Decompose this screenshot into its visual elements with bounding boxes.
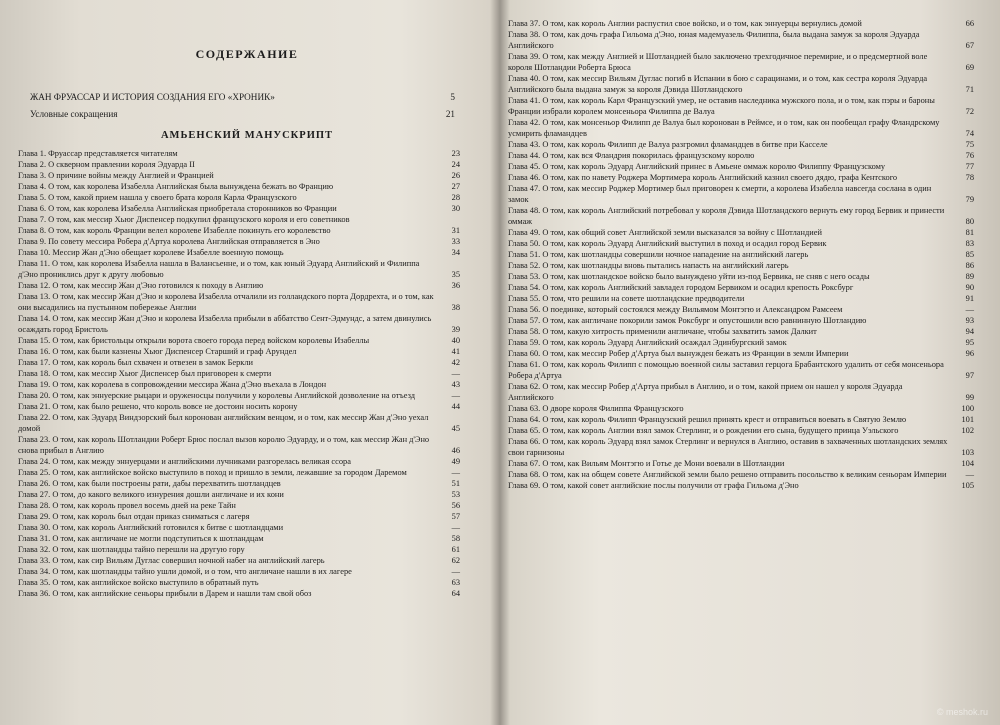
front-matter-text: ЖАН ФРУАССАР И ИСТОРИЯ СОЗДАНИЯ ЕГО «ХРОНИК» <box>30 92 275 102</box>
toc-list-left <box>18 148 460 599</box>
toc-entry-page: 28 <box>451 193 460 202</box>
toc-entry-title: Глава 53. О том, как шотландское войско было вынуждено уйти из-под Бервика, не сняв с него осады <box>508 272 870 281</box>
toc-entry-page: 41 <box>451 347 460 356</box>
toc-entry-title: Глава 19. О том, как королева в сопровождении мессира Жана д'Эно въехала в Лондон <box>18 380 327 389</box>
toc-entry-page: 74 <box>965 129 974 138</box>
front-matter <box>30 91 455 121</box>
toc-entry-page: 49 <box>451 457 460 466</box>
toc-entry <box>508 403 974 414</box>
toc-entry-page: 101 <box>961 415 974 424</box>
toc-entry <box>508 18 974 29</box>
toc-entry-page: 81 <box>965 228 974 237</box>
toc-entry-page: — <box>451 391 460 400</box>
toc-entry <box>18 346 460 357</box>
toc-entry-title: Глава 30. О том, как король Английский готовился к битве с шотландцами <box>18 523 284 532</box>
toc-entry-page: 97 <box>965 371 974 380</box>
toc-entry-page: 93 <box>965 316 974 325</box>
toc-entry <box>508 238 974 249</box>
toc-entry <box>508 359 974 381</box>
toc-entry-page: 40 <box>451 336 460 345</box>
toc-entry-page: 96 <box>965 349 974 358</box>
right-page <box>506 0 1000 725</box>
toc-entry-page: 61 <box>451 545 460 554</box>
toc-entry <box>18 412 460 434</box>
toc-entry-title: Глава 46. О том, как по навету Роджера Мортимера король Английский казнил своего дядю, графа Кентского <box>508 173 898 182</box>
toc-entry-page: 63 <box>451 578 460 587</box>
toc-entry-title: Глава 10. Мессир Жан д'Эно обещает королеве Изабелле военную помощь <box>18 248 284 257</box>
toc-entry-title: Глава 20. О том, как эннуерские рыцари и оруженосцы получили у королевы Английской дозволение на отъезд <box>18 391 415 400</box>
toc-entry-title: Глава 11. О том, как королева Изабелла нашла в Валансьенне, и о том, как юный Эдуард Английский и Филиппа д'Эно прониклись друг к другу любовью <box>18 259 420 279</box>
toc-entry-title: Глава 14. О том, как мессир Жан д'Эно и королева Изабелла прибыли в аббатство Сент-Эдмундс, а затем двинулись осаждать город Бристоль <box>18 314 432 334</box>
toc-entry <box>18 379 460 390</box>
section-heading: АМЬЕНСКИЙ МАНУСКРИПТ <box>160 130 334 141</box>
toc-entry-title: Глава 38. О том, как дочь графа Гильома д'Эно, юная мадемуазель Филиппа, была выдана замуж за короля Эдуарда Английского <box>508 30 920 50</box>
toc-entry-page: 24 <box>451 160 460 169</box>
toc-entry-page: 44 <box>451 402 460 411</box>
toc-entry <box>508 282 974 293</box>
toc-entry <box>18 335 460 346</box>
toc-entry <box>18 390 460 401</box>
toc-entry-page: 75 <box>965 140 974 149</box>
toc-entry <box>18 368 460 379</box>
toc-entry-title: Глава 64. О том, как король Филипп Французский решил принять крест и отправиться воевать в Святую Землю <box>508 415 907 424</box>
front-matter-page: 5 <box>450 92 455 102</box>
toc-entry-page: 56 <box>451 501 460 510</box>
toc-entry-title: Глава 4. О том, как королева Изабелла Английская была вынуждена бежать во Францию <box>18 182 334 191</box>
toc-entry-title: Глава 24. О том, как между эннуерцами и английскими лучниками разгорелась великая ссора <box>18 457 351 466</box>
toc-entry-title: Глава 25. О том, как английское войско выступило в поход и пришло в земли, лежавшие за городом Даремом <box>18 468 407 477</box>
toc-entry-title: Глава 52. О том, как шотландцы вновь пытались напасть на английский лагерь <box>508 261 789 270</box>
toc-entry-title: Глава 43. О том, как король Филипп де Валуа разгромил фламандцев в битве при Касселе <box>508 140 828 149</box>
toc-entry-title: Глава 17. О том, как король был схвачен и отвезен в замок Беркли <box>18 358 254 367</box>
toc-entry <box>508 139 974 150</box>
toc-entry-title: Глава 56. О поединке, который состоялся между Вильямом Монтэгю и Александром Рамсеем <box>508 305 843 314</box>
toc-entry-title: Глава 60. О том, как мессир Робер д'Артуа был вынужден бежать из Франции в земли Империи <box>508 349 849 358</box>
toc-entry-page: 91 <box>965 294 974 303</box>
toc-entry-page: — <box>965 305 974 314</box>
toc-entry <box>18 280 460 291</box>
toc-entry-page: 62 <box>451 556 460 565</box>
toc-entry <box>508 29 974 51</box>
toc-entry-page: 76 <box>965 151 974 160</box>
toc-entry <box>508 161 974 172</box>
toc-entry-title: Глава 28. О том, как король провел восемь дней на реке Тайн <box>18 501 236 510</box>
toc-entry <box>18 181 460 192</box>
toc-entry <box>18 159 460 170</box>
toc-entry-page: 83 <box>965 239 974 248</box>
toc-entry-page: 30 <box>451 204 460 213</box>
toc-entry-page: 34 <box>451 248 460 257</box>
toc-entry <box>18 148 460 159</box>
toc-entry-page: 80 <box>965 217 974 226</box>
watermark: © meshok.ru <box>936 707 988 717</box>
toc-entry-title: Глава 2. О скверном правлении короля Эдуарда II <box>18 160 195 169</box>
toc-entry-title: Глава 41. О том, как король Карл Французский умер, не оставив наследника мужского пола, и о том, как пэры и бароны Франции избрали королем монсеньора Филиппа де Валуа <box>508 96 935 116</box>
toc-entry-title: Глава 6. О том, как королева Изабелла Английская приобретала сторонников во Франции <box>18 204 337 213</box>
toc-entry-title: Глава 9. По совету мессира Робера д'Артуа королева Английская отправляется в Эно <box>18 237 320 246</box>
toc-entry-title: Глава 34. О том, как шотландцы тайно ушли домой, и о том, что англичане нашли в их лагере <box>18 567 352 576</box>
toc-entry-title: Глава 40. О том, как мессир Вильям Дуглас погиб в Испании в бою с сарацинами, и о том, как сестра короля Эдуарда Английского была выдана замуж за короля Дэвида Шотландского <box>508 74 928 94</box>
front-matter-item <box>30 108 455 121</box>
toc-entry <box>508 436 974 458</box>
toc-entry-title: Глава 50. О том, как король Эдуард Английский выступил в поход и осадил город Бервик <box>508 239 827 248</box>
toc-entry <box>18 434 460 456</box>
toc-entry-title: Глава 57. О том, как англичане покорили замок Роксбург и опустошили всю равнинную Шотландию <box>508 316 867 325</box>
toc-entry-title: Глава 21. О том, как было решено, что король вовсе не достоин носить корону <box>18 402 298 411</box>
toc-entry-title: Глава 12. О том, как мессир Жан д'Эно готовился к походу в Англию <box>18 281 264 290</box>
toc-entry <box>508 183 974 205</box>
toc-entry-page: 38 <box>451 303 460 312</box>
toc-entry-page: 64 <box>451 589 460 598</box>
toc-entry-title: Глава 65. О том, как король Англии взял замок Стерлинг, и о рождении его сына, будущего принца Уэльского <box>508 426 899 435</box>
toc-entry-page: 103 <box>961 448 974 457</box>
toc-entry-title: Глава 36. О том, как английские сеньоры прибыли в Дарем и нашли там свой обоз <box>18 589 312 598</box>
toc-entry-page: 78 <box>965 173 974 182</box>
toc-entry-title: Глава 33. О том, как сир Вильям Дуглас совершил ночной набег на английский лагерь <box>18 556 325 565</box>
toc-entry <box>18 566 460 577</box>
toc-entry-page: — <box>451 369 460 378</box>
toc-entry-page: 99 <box>965 393 974 402</box>
toc-entry-page: 35 <box>451 270 460 279</box>
toc-entry <box>508 315 974 326</box>
toc-entry <box>508 337 974 348</box>
toc-entry-page: 23 <box>451 149 460 158</box>
toc-entry-page: 95 <box>965 338 974 347</box>
toc-entry <box>508 51 974 73</box>
toc-entry-page: 100 <box>961 404 974 413</box>
toc-entry-title: Глава 55. О том, что решили на совете шотландские предводители <box>508 294 745 303</box>
toc-entry-page: 72 <box>965 107 974 116</box>
toc-entry-title: Глава 69. О том, какой совет английские послы получили от графа Гильома д'Эно <box>508 481 799 490</box>
toc-entry <box>18 357 460 368</box>
toc-entry-title: Глава 48. О том, как король Английский потребовал у короля Дэвида Шотландского вернуть ему город Бервик и принести оммаж <box>508 206 945 226</box>
toc-entry <box>508 326 974 337</box>
toc-entry-page: 46 <box>451 446 460 455</box>
toc-entry-title: Глава 51. О том, как шотландцы совершили ночное нападение на английский лагерь <box>508 250 809 259</box>
toc-entry-title: Глава 18. О том, как мессир Хьюг Диспенсер был приговорен к смерти <box>18 369 272 378</box>
front-matter-item <box>30 91 455 104</box>
toc-entry <box>18 500 460 511</box>
toc-entry-page: — <box>451 567 460 576</box>
toc-entry <box>18 203 460 214</box>
toc-entry <box>508 150 974 161</box>
toc-entry <box>508 348 974 359</box>
toc-entry <box>508 458 974 469</box>
toc-entry-title: Глава 3. О причине войны между Англией и Францией <box>18 171 214 180</box>
toc-entry <box>508 73 974 95</box>
toc-entry-title: Глава 47. О том, как мессир Роджер Мортимер был приговорен к смерти, а королева Изабелла навсегда сослана в один замок <box>508 184 932 204</box>
toc-entry-page: 71 <box>965 85 974 94</box>
toc-entry <box>18 291 460 313</box>
toc-entry <box>18 225 460 236</box>
toc-entry-page: 67 <box>965 41 974 50</box>
toc-entry-title: Глава 27. О том, до какого великого изнурения дошли англичане и их кони <box>18 490 284 499</box>
toc-entry-title: Глава 29. О том, как король был отдан приказ сниматься с лагеря <box>18 512 250 521</box>
toc-entry-page: 102 <box>961 426 974 435</box>
toc-entry <box>508 271 974 282</box>
toc-entry-title: Глава 13. О том, как мессир Жан д'Эно и королева Изабелла отчалили из голландского порта Дордрехта, и о том, как они высадились на пустынном побережье Англии <box>18 292 434 312</box>
toc-entry <box>18 192 460 203</box>
toc-entry-title: Глава 37. О том, как король Англии распустил свое войско, и о том, как эннуерцы вернулись домой <box>508 19 862 28</box>
toc-entry-title: Глава 45. О том, как король Эдуард Английский принес в Амьене оммаж королю Филиппу Французскому <box>508 162 886 171</box>
toc-entry-title: Глава 42. О том, как монсеньор Филипп де Валуа был коронован в Реймсе, и о том, как он пообещал графу Фландрскому усмирить фламандцев <box>508 118 940 138</box>
toc-entry-page: 105 <box>961 481 974 490</box>
toc-entry-page: 90 <box>965 283 974 292</box>
toc-entry-title: Глава 59. О том, как король Эдуард Английский осаждал Эдинбургский замок <box>508 338 787 347</box>
toc-entry-page: 77 <box>965 162 974 171</box>
toc-entry-page: 57 <box>451 512 460 521</box>
toc-entry-title: Глава 63. О дворе короля Филиппа Французского <box>508 404 684 413</box>
toc-entry-title: Глава 5. О том, какой прием нашла у своего брата короля Карла Французского <box>18 193 297 202</box>
toc-entry-page: 53 <box>451 490 460 499</box>
toc-entry-page: 33 <box>451 237 460 246</box>
toc-entry <box>508 425 974 436</box>
toc-entry-page: 51 <box>451 479 460 488</box>
toc-entry <box>508 480 974 491</box>
toc-entry-page: 26 <box>451 171 460 180</box>
page-title: СОДЕРЖАНИЕ <box>195 47 299 61</box>
toc-entry-title: Глава 23. О том, как король Шотландии Роберт Брюс послал вызов королю Эдуарду, и о том, как мессир Жан д'Эно снова прибыл в Англию <box>18 435 430 455</box>
toc-entry-title: Глава 35. О том, как английское войско выступило в обратный путь <box>18 578 259 587</box>
toc-entry <box>508 381 974 403</box>
front-matter-page: 21 <box>445 109 455 119</box>
toc-entry-title: Глава 49. О том, как общий совет Английской земли высказался за войну с Шотландией <box>508 228 822 237</box>
toc-entry <box>18 247 460 258</box>
toc-entry-title: Глава 67. О том, как Вильям Монтэгю и Готье де Мони воевали в Шотландии <box>508 459 785 468</box>
toc-entry <box>18 533 460 544</box>
toc-entry-page: 36 <box>451 281 460 290</box>
toc-entry <box>508 249 974 260</box>
toc-entry-title: Глава 44. О том, как вся Фландрия покорилась французскому королю <box>508 151 755 160</box>
toc-entry-title: Глава 66. О том, как король Эдуард взял замок Стерлинг и вернулся в Англию, оставив в захваченных шотландских землях свои гарнизоны <box>508 437 948 457</box>
toc-entry <box>18 258 460 280</box>
toc-entry <box>18 588 460 599</box>
toc-entry-page: 66 <box>965 19 974 28</box>
toc-entry-title: Глава 68. О том, как на общем совете Английской земли было решено отправить посольство к великим сеньорам Империи <box>508 470 947 479</box>
toc-entry-title: Глава 26. О том, как были построены рати, дабы перехватить шотландцев <box>18 479 281 488</box>
toc-entry-page: 79 <box>965 195 974 204</box>
toc-entry <box>18 214 460 225</box>
toc-entry <box>18 511 460 522</box>
front-matter-text: Условные сокращения <box>30 109 118 119</box>
toc-entry <box>508 293 974 304</box>
toc-entry-title: Глава 16. О том, как были казнены Хьюг Диспенсер Старший и граф Арундел <box>18 347 297 356</box>
toc-entry-title: Глава 39. О том, как между Англией и Шотландией было заключено трехгодичное перемирие, и о предсмертной воле короля Шотландии Роберта Брюса <box>508 52 928 72</box>
toc-entry-page: 86 <box>965 261 974 270</box>
toc-entry-page: 43 <box>451 380 460 389</box>
toc-entry-page: 45 <box>451 424 460 433</box>
toc-entry <box>508 172 974 183</box>
toc-entry <box>508 414 974 425</box>
toc-entry <box>508 205 974 227</box>
toc-entry-title: Глава 61. О том, как король Филипп с помощью военной силы заставил герцога Брабантского удалить от себя монсеньора Робера д'Артуа <box>508 360 944 380</box>
toc-entry-title: Глава 15. О том, как бристольцы открыли ворота своего города перед войском королевы Изабеллы <box>18 336 370 345</box>
toc-entry <box>508 469 974 480</box>
toc-entry-page: 27 <box>451 182 460 191</box>
toc-entry <box>18 313 460 335</box>
toc-entry-page: 69 <box>965 63 974 72</box>
toc-entry <box>18 478 460 489</box>
toc-entry <box>18 555 460 566</box>
toc-entry <box>508 117 974 139</box>
toc-entry <box>18 467 460 478</box>
toc-entry-title: Глава 62. О том, как мессир Робер д'Артуа прибыл в Англию, и о том, какой прием он нашел у короля Эдуарда Английского <box>508 382 903 402</box>
toc-entry-title: Глава 22. О том, как Эдуард Виндзорский был коронован английским венцом, и о том, как мессир Жан д'Эно уехал домой <box>18 413 429 433</box>
toc-entry <box>18 577 460 588</box>
toc-entry <box>18 522 460 533</box>
toc-entry <box>18 456 460 467</box>
toc-entry <box>508 304 974 315</box>
toc-list-right <box>508 18 974 491</box>
toc-entry-title: Глава 54. О том, как король Английский завладел городом Бервиком и осадил крепость Роксбург <box>508 283 854 292</box>
toc-entry-page: 31 <box>451 226 460 235</box>
toc-entry <box>18 489 460 500</box>
toc-entry-page: 39 <box>451 325 460 334</box>
toc-entry <box>18 236 460 247</box>
toc-entry <box>508 227 974 238</box>
toc-entry-page: 42 <box>451 358 460 367</box>
toc-entry-page: — <box>451 468 460 477</box>
toc-entry-page: — <box>965 470 974 479</box>
toc-entry-title: Глава 1. Фруассар представляется читателям <box>18 149 178 158</box>
toc-entry <box>508 95 974 117</box>
toc-entry <box>18 401 460 412</box>
toc-entry-page: 85 <box>965 250 974 259</box>
toc-entry-page: — <box>451 523 460 532</box>
toc-entry-title: Глава 7. О том, как мессир Хьюг Диспенсер подкупил французского короля и его советников <box>18 215 350 224</box>
toc-entry-title: Глава 8. О том, как король Франции велел королеве Изабелле покинуть его королевство <box>18 226 331 235</box>
toc-entry-title: Глава 32. О том, как шотландцы тайно перешли на другую гору <box>18 545 245 554</box>
toc-entry-page: 58 <box>451 534 460 543</box>
toc-entry-page: 104 <box>961 459 974 468</box>
toc-entry <box>18 170 460 181</box>
toc-entry <box>18 544 460 555</box>
toc-entry <box>508 260 974 271</box>
toc-entry-title: Глава 58. О том, какую хитрость применили англичане, чтобы захватить замок Далкит <box>508 327 817 336</box>
toc-entry-page: 89 <box>965 272 974 281</box>
left-page <box>0 0 494 725</box>
toc-entry-title: Глава 31. О том, как англичане не могли подступиться к шотландцам <box>18 534 264 543</box>
toc-entry-page: 94 <box>965 327 974 336</box>
